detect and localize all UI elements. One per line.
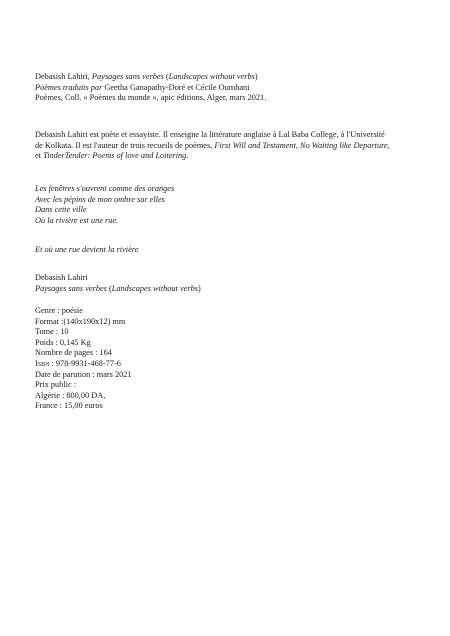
poem-excerpt <box>35 184 420 226</box>
paren-open: ( <box>163 72 169 81</box>
poem-line: Avec les pépins de mon ombre sur elles <box>35 194 165 204</box>
detail-line: Algérie : 800,00 DA, <box>35 390 106 400</box>
info-paren-open: ( <box>106 283 112 293</box>
info-paren-close: ) <box>197 283 201 293</box>
detail-line: Poids : 0,145 Kg <box>35 337 91 347</box>
book-title: Paysages sans verbes <box>91 72 164 81</box>
bio-line-2 <box>35 141 420 152</box>
book-subtitle: Landscapes without verbs <box>168 72 255 81</box>
bio-line-1: Debasish Lahiri est poète et essayiste. Il enseigne la littérature anglaise à Lal Baba College, à l'Université <box>35 130 385 139</box>
detail-line: Genre : poésie <box>35 306 83 315</box>
poem-line: Les fenêtres s'ouvrent comme des oranges <box>35 184 175 193</box>
isbn-label: Isbn <box>35 358 50 368</box>
detail-line: Date de parution : mars 2021 <box>35 369 132 379</box>
detail-line: France : 15,00 euros <box>35 401 103 411</box>
header-line-translators <box>35 83 420 94</box>
bio-line-3 <box>35 151 420 162</box>
poem-closing-text: Et où une rue devient la rivière <box>35 245 139 254</box>
info-title-line <box>35 284 420 295</box>
info-subtitle: Landscapes without verbs <box>111 283 198 293</box>
bio-line-3-suffix: . <box>186 151 189 161</box>
translated-by-label: Poèmes traduits par <box>35 82 103 92</box>
bio-line-3-prefix: et <box>35 151 44 161</box>
bio-sep-2: , <box>387 140 390 150</box>
paren-close: ) <box>254 72 258 81</box>
bio-book-1: First Will and Testament <box>214 140 296 150</box>
detail-isbn <box>35 359 420 370</box>
bio-sep-1: , <box>295 140 301 150</box>
author-bio <box>35 130 420 162</box>
poem-line: Où la rivière est une rue. <box>35 215 119 225</box>
translators-names: Geetha Ganapathy-Doré et Cécile Oumhani <box>102 82 250 92</box>
info-author: Debasish Lahiri <box>35 273 88 282</box>
info-title: Paysages sans verbes <box>35 283 107 293</box>
book-info <box>35 273 420 294</box>
detail-line: Tome : 10 <box>35 327 69 337</box>
detail-line: Nombre de pages : 164 <box>35 348 112 358</box>
bio-line-2-text: de Kolkata. Il est l'auteur de trois recueils de poèmes, <box>35 140 215 150</box>
book-header <box>35 72 420 104</box>
detail-line: Format :(140x190x12) mm <box>35 316 126 326</box>
header-line-publisher: Poèmes, Coll. « Poèmes du monde », apic éditions, Alger, mars 2021. <box>35 93 267 103</box>
header-line-author-title <box>35 72 420 83</box>
author-name: Debasish Lahiri, <box>35 72 92 81</box>
bio-book-3: TinderTender: Poems of love and Loitering <box>43 151 187 161</box>
bio-book-2: No Waiting like Departure <box>300 140 388 150</box>
poem-closing-line <box>35 245 420 256</box>
book-details <box>35 306 420 412</box>
isbn-value: : 978-9931-468-77-6 <box>49 358 121 368</box>
poem-line: Dans cette ville <box>35 205 87 215</box>
detail-line: Prix public : <box>35 380 77 390</box>
